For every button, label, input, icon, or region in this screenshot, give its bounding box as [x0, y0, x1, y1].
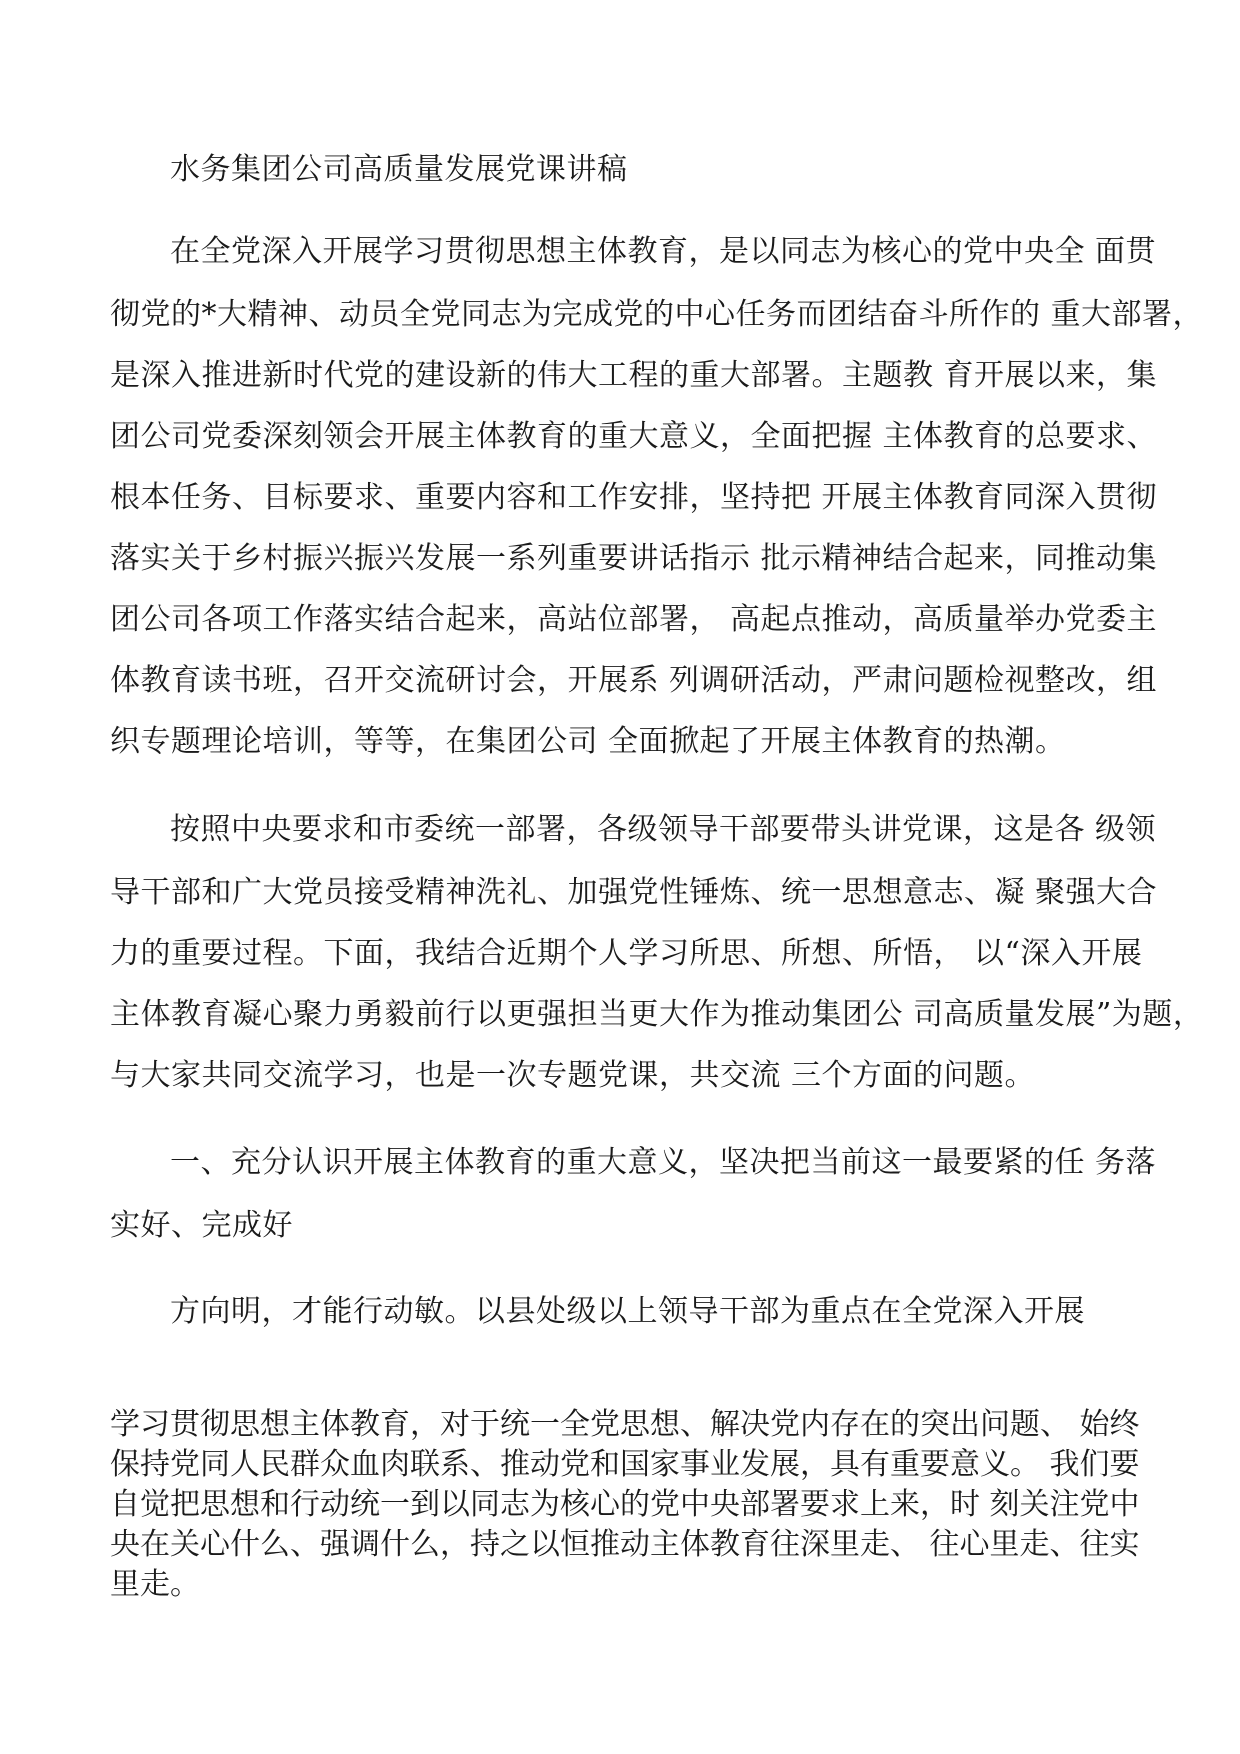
paragraph-line: 导干部和广大党员接受精神洗礼、加强党性锤炼、统一思想意志、凝 聚强大合: [110, 875, 1158, 910]
paragraph-line: 彻党的*大精神、动员全党同志为完成党的中心任务而团结奋斗所作的 重大部署，: [110, 297, 1204, 332]
paragraph-line: 体教育读书班，召开交流研讨会，开展系 列调研活动，严肃问题检视整改，组: [110, 663, 1158, 698]
heading-line: 实好、完成好: [110, 1208, 293, 1243]
paragraph-line: 主体教育凝心聚力勇毅前行以更强担当更大作为推动集团公 司高质量发展”为题，: [110, 997, 1204, 1032]
paragraph-line: 团公司各项工作落实结合起来，高站位部署， 高起点推动，高质量举办党委主: [110, 602, 1158, 637]
paragraph-line: 保持党同人民群众血肉联系、推动党和国家事业发展，具有重要意义。 我们要: [110, 1447, 1140, 1482]
paragraph-line: 在全党深入开展学习贯彻思想主体教育，是以同志为核心的党中央全 面贯: [170, 234, 1157, 269]
paragraph-line: 织专题理论培训，等等，在集团公司 全面掀起了开展主体教育的热潮。: [110, 724, 1066, 759]
paragraph-line: 团公司党委深刻领会开展主体教育的重大意义，全面把握 主体教育的总要求、: [110, 419, 1158, 454]
paragraph-line: 里走。: [110, 1567, 200, 1602]
paragraph-line: 与大家共同交流学习，也是一次专题党课，共交流 三个方面的问题。: [110, 1058, 1036, 1093]
paragraph-line: 根本任务、目标要求、重要内容和工作安排，坚持把 开展主体教育同深入贯彻: [110, 480, 1158, 515]
document-title: 水务集团公司高质量发展党课讲稿: [170, 152, 628, 187]
paragraph-line: 是深入推进新时代党的建设新的伟大工程的重大部署。主题教 育开展以来，集: [110, 358, 1158, 393]
paragraph-line: 央在关心什么、强调什么，持之以恒推动主体教育往深里走、 往心里走、往实: [110, 1527, 1140, 1562]
paragraph-line: 按照中央要求和市委统一部署，各级领导干部要带头讲党课，这是各 级领: [170, 812, 1157, 847]
heading-line: 一、充分认识开展主体教育的重大意义，坚决把当前这一最要紧的任 务落: [170, 1145, 1157, 1180]
paragraph-line: 方向明，才能行动敏。以县处级以上领导干部为重点在全党深入开展: [170, 1294, 1085, 1329]
paragraph-line: 力的重要过程。下面，我结合近期个人学习所思、所想、所悟， 以“深入开展: [110, 936, 1143, 971]
paragraph-line: 落实关于乡村振兴振兴发展一系列重要讲话指示 批示精神结合起来，同推动集: [110, 541, 1158, 576]
paragraph-line: 学习贯彻思想主体教育，对于统一全党思想、解决党内存在的突出问题、 始终: [110, 1407, 1140, 1442]
paragraph-line: 自觉把思想和行动统一到以同志为核心的党中央部署要求上来，时 刻关注党中: [110, 1487, 1140, 1522]
